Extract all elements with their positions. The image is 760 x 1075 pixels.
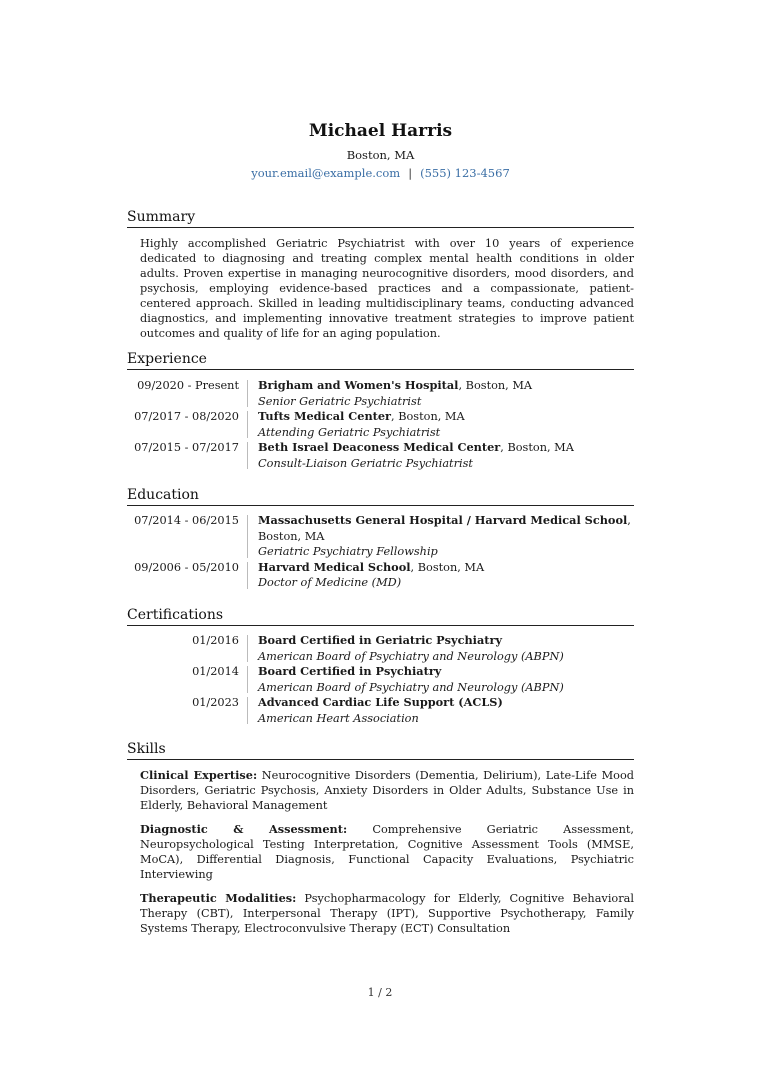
contact-line xyxy=(127,166,634,180)
skill-item xyxy=(140,891,634,936)
entry-organization: Board Certified in Geriatric Psychiatry xyxy=(258,633,503,647)
entry-organization: Board Certified in Psychiatry xyxy=(258,664,442,678)
entry-content xyxy=(248,513,634,560)
entry-row xyxy=(127,513,634,560)
phone-link[interactable]: (555) 123-4567 xyxy=(420,166,510,180)
entry-organization: Brigham and Women's Hospital xyxy=(258,378,459,392)
entry-role: Attending Geriatric Psychiatrist xyxy=(258,425,441,439)
candidate-location: Boston, MA xyxy=(346,148,415,162)
skill-item xyxy=(140,768,634,813)
entry-heading xyxy=(258,440,634,456)
entry-heading xyxy=(258,664,634,680)
entry-date: 07/2017 - 08/2020 xyxy=(134,410,239,423)
skill-item xyxy=(140,822,634,882)
entry-location: , Boston, MA xyxy=(500,441,574,454)
certifications-list xyxy=(127,633,634,726)
entry-role: Consult-Liaison Geriatric Psychiatrist xyxy=(258,456,473,470)
section-title-certifications: Certifications xyxy=(127,607,634,626)
skill-label: Therapeutic Modalities: xyxy=(140,891,297,905)
entry-date: 07/2014 - 06/2015 xyxy=(134,514,239,527)
entry-role: American Board of Psychiatry and Neurology (ABPN) xyxy=(258,680,564,694)
entry-heading xyxy=(258,409,634,425)
entry-location: , Boston, MA xyxy=(410,560,485,574)
entry-date: 01/2023 xyxy=(192,696,239,709)
entry-role: Geriatric Psychiatry Fellowship xyxy=(258,545,438,558)
entry-role: American Heart Association xyxy=(258,711,419,725)
entry-organization: Massachusetts General Hospital / Harvard Medical School xyxy=(258,513,628,527)
entry-row xyxy=(127,378,634,409)
entry-role: American Board of Psychiatry and Neurology (ABPN) xyxy=(258,649,564,663)
entry-row xyxy=(127,409,634,440)
entry-content xyxy=(248,378,634,409)
entry-organization: Beth Israel Deaconess Medical Center xyxy=(258,440,501,454)
contact-separator: | xyxy=(408,166,413,180)
entry-location: , Boston, MA xyxy=(458,379,533,392)
entry-content xyxy=(248,440,634,471)
entry-heading xyxy=(258,695,634,711)
entry-date: 07/2015 - 07/2017 xyxy=(134,441,239,454)
entry-content xyxy=(248,560,634,591)
section-title-experience: Experience xyxy=(127,351,634,370)
entry-organization: Harvard Medical School xyxy=(258,559,411,574)
entry-organization: Tufts Medical Center xyxy=(258,409,392,423)
skill-label: Clinical Expertise: xyxy=(140,768,258,782)
education-list xyxy=(127,513,634,591)
entry-heading xyxy=(258,633,634,649)
entry-location: , Boston, MA xyxy=(391,410,465,423)
entry-role: Doctor of Medicine (MD) xyxy=(258,576,402,589)
summary-text: Highly accomplished Geriatric Psychiatrist with over 10 years of experience dedicated to diagnosing and treating complex mental health conditions in older adults. Proven expertise in managing neurocognitive disorders, mood disorders, and psychosis, employing evidence-based practices and a compassionate, patient-centered approach. Skilled in leading multidisciplinary teams, conducting advanced diagnostics, and implementing innovative treatment strategies to improve patient outcomes and quality of life for an aging population. xyxy=(140,237,634,340)
entry-location: , Boston, MA xyxy=(258,514,631,543)
experience-list xyxy=(127,378,634,471)
skill-text: Comprehensive Geriatric Assessment, Neuropsychological Testing Interpretation, Cognitive Assessment Tools (MMSE, MoCA), Differential Diagnosis, Functional Capacity Evaluations, Psychiatric Interviewing xyxy=(140,823,634,881)
email-link[interactable]: your.email@example.com xyxy=(251,166,401,180)
entry-content xyxy=(248,695,634,726)
section-title-summary: Summary xyxy=(127,209,634,228)
section-title-skills: Skills xyxy=(127,741,634,760)
entry-date: 01/2014 xyxy=(192,665,239,678)
entry-organization: Advanced Cardiac Life Support (ACLS) xyxy=(258,695,503,709)
page-number: 1 / 2 xyxy=(367,986,393,999)
entry-row xyxy=(127,695,634,726)
skill-text: Neurocognitive Disorders (Dementia, Delirium), Late-Life Mood Disorders, Geriatric Psychosis, Anxiety Disorders in Older Adults, Substance Use in Elderly, Behavioral Management xyxy=(140,769,634,812)
entry-heading xyxy=(258,513,634,544)
candidate-name: Michael Harris xyxy=(308,121,453,141)
entry-date: 09/2020 - Present xyxy=(137,379,239,392)
entry-heading xyxy=(258,560,634,576)
entry-row xyxy=(127,560,634,591)
entry-row xyxy=(127,633,634,664)
skill-label: Diagnostic & Assessment: xyxy=(140,822,348,836)
entry-heading xyxy=(258,378,634,394)
entry-date: 01/2016 xyxy=(192,634,239,647)
entry-row xyxy=(127,664,634,695)
entry-content xyxy=(248,633,634,664)
entry-row xyxy=(127,440,634,471)
entry-content xyxy=(248,409,634,440)
skill-text: Psychopharmacology for Elderly, Cognitive Behavioral Therapy (CBT), Interpersonal Therapy (IPT), Supportive Psychotherapy, Family Systems Therapy, Electroconvulsive Therapy (ECT) Consultation xyxy=(140,892,634,935)
section-title-education: Education xyxy=(127,487,634,506)
skills-list xyxy=(140,768,634,945)
entry-date: 09/2006 - 05/2010 xyxy=(134,560,239,574)
entry-content xyxy=(248,664,634,695)
entry-role: Senior Geriatric Psychiatrist xyxy=(258,394,422,408)
